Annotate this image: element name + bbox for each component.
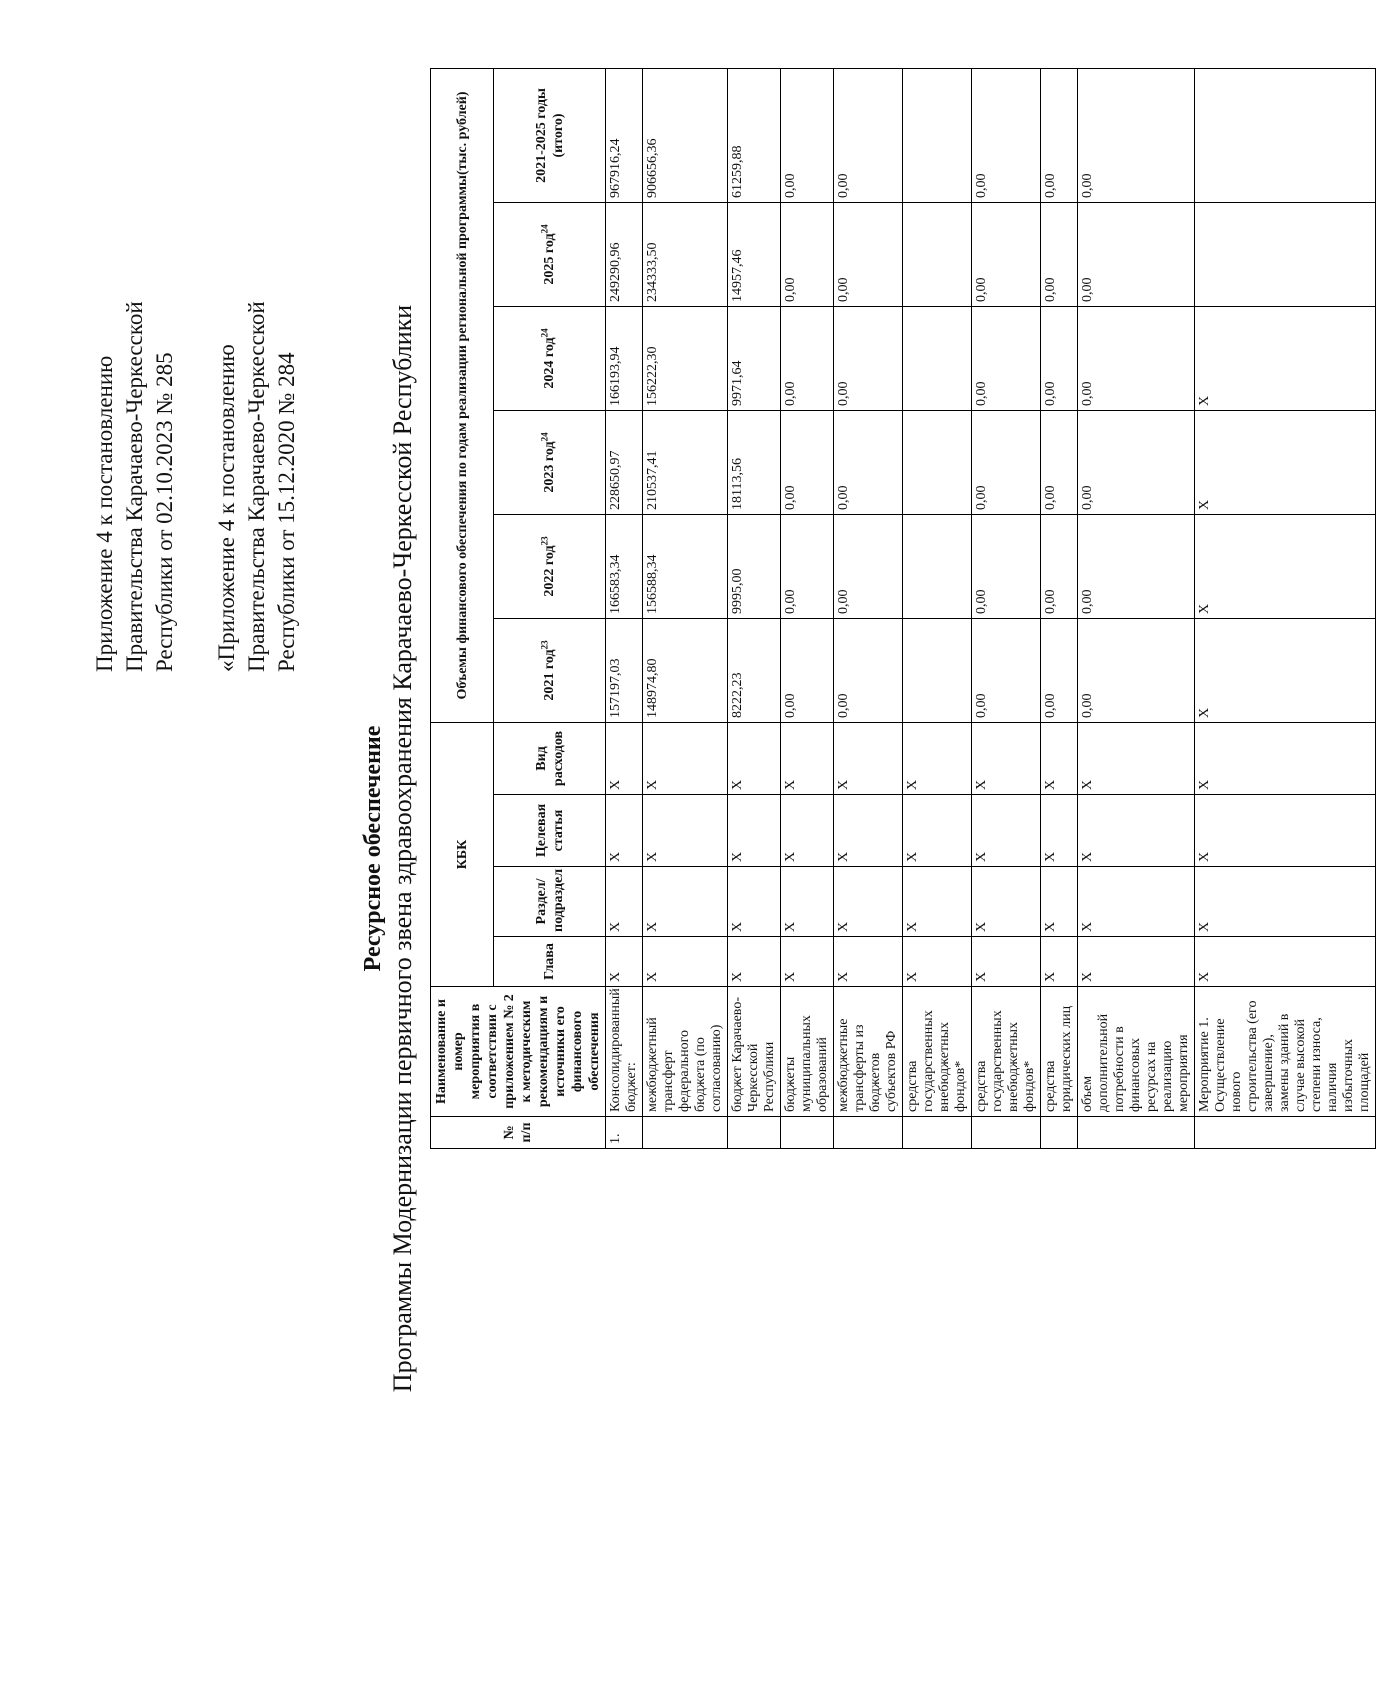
cell-name: средства государственных внебюджетных фондов* (972, 987, 1041, 1117)
cell-total (1195, 68, 1376, 202)
cell-2024: 0,00 (972, 307, 1041, 411)
cell-2022: 0,00 (972, 515, 1041, 619)
cell-2023: 0,00 (1041, 411, 1078, 515)
appendix-line: Республики от 02.10.2023 № 285 (152, 352, 177, 672)
cell-2025 (1195, 203, 1376, 307)
cell-2021: 157197,03 (606, 619, 643, 723)
cell-2025 (903, 203, 972, 307)
cell-name: бюджет Карачаево-Черкесской Республики (728, 987, 781, 1117)
cell-section: X (903, 867, 972, 937)
table-row (643, 68, 728, 1148)
cell-expense-type: X (1078, 723, 1195, 795)
appendix-line: «Приложение 4 к постановлению (214, 344, 239, 672)
cell-target: X (606, 795, 643, 867)
cell-chapter: X (972, 937, 1041, 987)
cell-name: средства государственных внебюджетных фондов* (903, 987, 972, 1117)
cell-2022: 156588,34 (643, 515, 728, 619)
cell-chapter: X (728, 937, 781, 987)
table-row (1195, 68, 1376, 1148)
cell-total: 906656,36 (643, 68, 728, 202)
header-section: Раздел/ подраздел (494, 867, 606, 937)
cell-num (728, 1117, 781, 1149)
cell-name: бюджеты муниципальных образований (781, 987, 834, 1117)
cell-2024: X (1195, 307, 1376, 411)
table-row (781, 68, 834, 1148)
cell-chapter: X (606, 937, 643, 987)
cell-target: X (643, 795, 728, 867)
cell-2022: 0,00 (1078, 515, 1195, 619)
table-row (1041, 68, 1078, 1148)
cell-2021: X (1195, 619, 1376, 723)
cell-2023: 0,00 (972, 411, 1041, 515)
cell-chapter: X (643, 937, 728, 987)
table-row (903, 68, 972, 1148)
document-title: Ресурсное обеспечение (360, 725, 386, 972)
cell-2024: 166193,94 (606, 307, 643, 411)
cell-2021: 0,00 (1041, 619, 1078, 723)
cell-2025: 0,00 (834, 203, 903, 307)
cell-name: Консолидированный бюджет: (606, 987, 643, 1117)
cell-2022: 166583,34 (606, 515, 643, 619)
cell-2022: 0,00 (834, 515, 903, 619)
cell-2023: 228650,97 (606, 411, 643, 515)
header-total: 2021-2025 годы (итого) (494, 68, 606, 202)
cell-num (1041, 1117, 1078, 1149)
header-2024: 2024 год$^{24}$ (494, 307, 606, 411)
cell-num (643, 1117, 728, 1149)
cell-num: 1. (606, 1117, 643, 1149)
cell-expense-type: X (903, 723, 972, 795)
cell-target: X (1195, 795, 1376, 867)
cell-2025: 14957,46 (728, 203, 781, 307)
cell-target: X (781, 795, 834, 867)
cell-expense-type: X (643, 723, 728, 795)
cell-2021: 8222,23 (728, 619, 781, 723)
cell-2024: 9971,64 (728, 307, 781, 411)
cell-name: средства юридических лиц (1041, 987, 1078, 1117)
cell-target: X (728, 795, 781, 867)
cell-num (781, 1117, 834, 1149)
cell-total: 0,00 (1041, 68, 1078, 202)
cell-2023 (903, 411, 972, 515)
cell-2024: 0,00 (834, 307, 903, 411)
cell-2023: X (1195, 411, 1376, 515)
cell-2021: 148974,80 (643, 619, 728, 723)
cell-chapter: X (1195, 937, 1376, 987)
header-name: Наименование и номер мероприятия в соответствии с приложением № 2 к методическим рекомендациям и источники его финансового обеспечения (431, 987, 606, 1117)
cell-num (903, 1117, 972, 1149)
table-row (972, 68, 1041, 1148)
appendix-line: Правительства Карачаево-Черкесской (244, 301, 269, 672)
cell-2024: 0,00 (781, 307, 834, 411)
cell-section: X (1195, 867, 1376, 937)
cell-total: 967916,24 (606, 68, 643, 202)
cell-2022 (903, 515, 972, 619)
cell-section: X (1041, 867, 1078, 937)
header-2021: 2021 год$^{23}$ (494, 619, 606, 723)
cell-2022: 0,00 (1041, 515, 1078, 619)
cell-2025: 0,00 (972, 203, 1041, 307)
cell-2024: 0,00 (1041, 307, 1078, 411)
header-expense-type: Вид расходов (494, 723, 606, 795)
cell-total: 61259,88 (728, 68, 781, 202)
cell-name: межбюджетный трансферт федерального бюджета (по согласованию) (643, 987, 728, 1117)
cell-2022: X (1195, 515, 1376, 619)
cell-section: X (972, 867, 1041, 937)
cell-total (903, 68, 972, 202)
cell-2021: 0,00 (834, 619, 903, 723)
cell-total: 0,00 (972, 68, 1041, 202)
cell-chapter: X (1041, 937, 1078, 987)
cell-target: X (903, 795, 972, 867)
cell-2025: 0,00 (781, 203, 834, 307)
cell-expense-type: X (781, 723, 834, 795)
table-row (1078, 68, 1195, 1148)
table-header-row (431, 68, 494, 1148)
cell-section: X (728, 867, 781, 937)
cell-2024: 0,00 (1078, 307, 1195, 411)
cell-2025: 0,00 (1041, 203, 1078, 307)
header-2022: 2022 год$^{23}$ (494, 515, 606, 619)
table-subheader-row (494, 68, 606, 1148)
cell-num (834, 1117, 903, 1149)
header-target: Целевая статья (494, 795, 606, 867)
header-2025: 2025 год$^{24}$ (494, 203, 606, 307)
cell-expense-type: X (1041, 723, 1078, 795)
cell-expense-type: X (972, 723, 1041, 795)
cell-2025: 0,00 (1078, 203, 1195, 307)
header-2023: 2023 год$^{24}$ (494, 411, 606, 515)
appendix-line: Правительства Карачаево-Черкесской (122, 301, 147, 672)
cell-name: Мероприятие 1. Осуществление нового строительства (его завершение), замены зданий в случае высокой степени износа, наличия избыточных площадей (1195, 987, 1376, 1117)
cell-2023: 0,00 (781, 411, 834, 515)
cell-2023: 0,00 (1078, 411, 1195, 515)
cell-target: X (1078, 795, 1195, 867)
appendix-header-current (90, 52, 180, 672)
cell-target: X (972, 795, 1041, 867)
header-volumes: Объемы финансового обеспечения по годам реализации региональной программы(тыс. рублей) (431, 68, 494, 722)
appendix-line: Республики от 15.12.2020 № 284 (274, 352, 299, 672)
cell-expense-type: X (728, 723, 781, 795)
table-row (606, 68, 643, 1148)
cell-total: 0,00 (781, 68, 834, 202)
cell-section: X (834, 867, 903, 937)
cell-expense-type: X (1195, 723, 1376, 795)
cell-name: межбюджетные трансферты из бюджетов субъектов РФ (834, 987, 903, 1117)
cell-target: X (834, 795, 903, 867)
header-num: № п/п (431, 1117, 606, 1149)
cell-section: X (606, 867, 643, 937)
header-chapter: Глава (494, 937, 606, 987)
cell-total: 0,00 (1078, 68, 1195, 202)
cell-name: объем дополнительной потребности в финансовых ресурсах на реализацию мероприятия (1078, 987, 1195, 1117)
cell-2021 (903, 619, 972, 723)
cell-2021: 0,00 (972, 619, 1041, 723)
cell-2023: 210537,41 (643, 411, 728, 515)
header-kbk: КБК (431, 723, 494, 987)
cell-chapter: X (1078, 937, 1195, 987)
cell-section: X (1078, 867, 1195, 937)
cell-2021: 0,00 (1078, 619, 1195, 723)
cell-2024: 156222,30 (643, 307, 728, 411)
cell-expense-type: X (606, 723, 643, 795)
cell-target: X (1041, 795, 1078, 867)
cell-2022: 0,00 (781, 515, 834, 619)
document-subtitle: Программы Модернизации первичного звена здравоохранения Карачаево-Черкесской Республики (388, 304, 417, 1393)
table-row (728, 68, 781, 1148)
cell-chapter: X (781, 937, 834, 987)
cell-2022: 9995,00 (728, 515, 781, 619)
cell-chapter: X (903, 937, 972, 987)
cell-2021: 0,00 (781, 619, 834, 723)
cell-2025: 234333,50 (643, 203, 728, 307)
cell-2023: 0,00 (834, 411, 903, 515)
appendix-header-previous (212, 52, 302, 672)
cell-chapter: X (834, 937, 903, 987)
cell-num (1195, 1117, 1376, 1149)
cell-section: X (781, 867, 834, 937)
table-row (834, 68, 903, 1148)
cell-2024 (903, 307, 972, 411)
cell-expense-type: X (834, 723, 903, 795)
cell-num (1078, 1117, 1195, 1149)
cell-2023: 18113,56 (728, 411, 781, 515)
cell-total: 0,00 (834, 68, 903, 202)
appendix-line: Приложение 4 к постановлению (92, 355, 117, 672)
cell-2025: 249290,96 (606, 203, 643, 307)
cell-section: X (643, 867, 728, 937)
resource-table (430, 68, 1376, 1149)
cell-num (972, 1117, 1041, 1149)
